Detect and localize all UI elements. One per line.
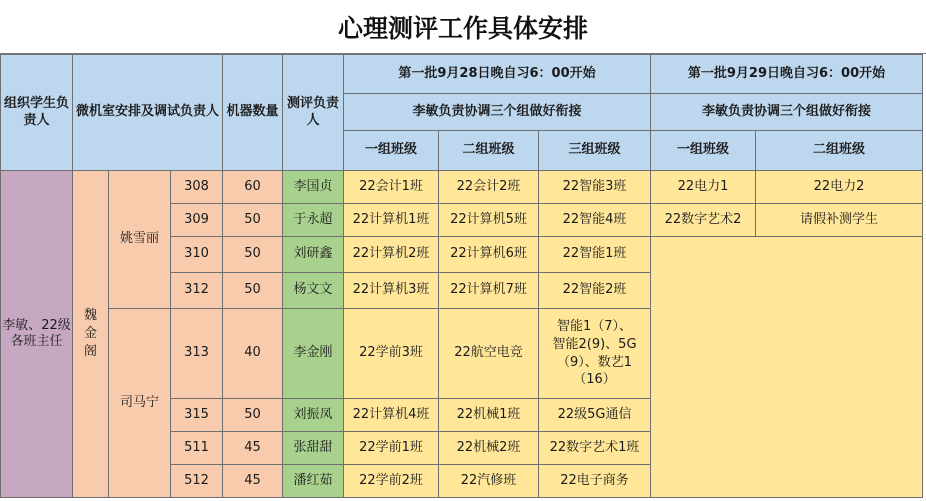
- batch1-group2-class: 22计算机6班: [439, 237, 539, 273]
- header-batch1-group2: 二组班级: [439, 131, 539, 171]
- batch1-group3-class: 22数字艺术1班: [539, 432, 651, 465]
- machine-count: 40: [223, 309, 283, 399]
- batch1-group3-class: [539, 309, 651, 399]
- batch2-group2-class: 请假补测学生: [756, 204, 923, 237]
- batch1-group3-class: 22智能4班: [539, 204, 651, 237]
- batch1-group2-class: 22机械2班: [439, 432, 539, 465]
- batch1-group1-class: 22计算机3班: [344, 273, 439, 309]
- room-number: 309: [171, 204, 223, 237]
- room-number: 308: [171, 171, 223, 204]
- machine-count: 50: [223, 399, 283, 432]
- header-lab-arrangement: 微机室安排及调试负责人: [73, 55, 223, 171]
- header-batch1-group1: 一组班级: [344, 131, 439, 171]
- batch1-group1-class: 22计算机4班: [344, 399, 439, 432]
- machine-count: 45: [223, 432, 283, 465]
- batch1-group3-class: 22级5G通信: [539, 399, 651, 432]
- batch1-group1-class: 22学前1班: [344, 432, 439, 465]
- batch1-group2-class: 22会计2班: [439, 171, 539, 204]
- batch1-group2-class: 22汽修班: [439, 465, 539, 498]
- batch1-group1-class: 22会计1班: [344, 171, 439, 204]
- room-number: 313: [171, 309, 223, 399]
- lab-leader-name: 魏金阁: [83, 307, 97, 360]
- batch1-group2-class: 22计算机7班: [439, 273, 539, 309]
- machine-count: 50: [223, 237, 283, 273]
- evaluator-name: 刘研鑫: [283, 237, 344, 273]
- header-evaluator: 测评负责人: [283, 55, 344, 171]
- header-batch2-line1: 第一批9月29日晚自习6：00开始: [651, 55, 923, 94]
- room-number: 315: [171, 399, 223, 432]
- student-leader-cell: 李敏、22级各班主任: [1, 171, 73, 498]
- batch2-group2-class: 22电力2: [756, 171, 923, 204]
- batch2-group1-class: 22电力1: [651, 171, 756, 204]
- batch1-group1-class: 22计算机2班: [344, 237, 439, 273]
- machine-count: 50: [223, 273, 283, 309]
- evaluator-name: 李金刚: [283, 309, 344, 399]
- batch1-group1-class: 22计算机1班: [344, 204, 439, 237]
- room-number: 512: [171, 465, 223, 498]
- header-machine-count: 机器数量: [223, 55, 283, 171]
- lab-leader-cell: [73, 171, 109, 498]
- header-batch1-line1: 第一批9月28日晚自习6：00开始: [344, 55, 651, 94]
- batch1-group3-class: 22智能3班: [539, 171, 651, 204]
- batch1-group3-class: 22智能2班: [539, 273, 651, 309]
- evaluator-name: 于永超: [283, 204, 344, 237]
- evaluator-name: 潘红茹: [283, 465, 344, 498]
- room-number: 310: [171, 237, 223, 273]
- header-batch1-line2: 李敏负责协调三个组做好衔接: [344, 94, 651, 131]
- machine-count: 50: [223, 204, 283, 237]
- schedule-table: [0, 54, 923, 498]
- batch1-group3-class: 22电子商务: [539, 465, 651, 498]
- header-batch2-group1: 一组班级: [651, 131, 756, 171]
- evaluator-name: 刘振凤: [283, 399, 344, 432]
- header-batch2-line2: 李敏负责协调三个组做好衔接: [651, 94, 923, 131]
- batch1-group3-class-text: 智能1（7）、智能2(9)、5G（9）、数艺1（16）: [552, 319, 637, 388]
- batch1-group2-class: 22机械1班: [439, 399, 539, 432]
- machine-count: 60: [223, 171, 283, 204]
- evaluator-name: 杨文文: [283, 273, 344, 309]
- sheet-title: 心理测评工作具体安排: [0, 0, 926, 54]
- batch1-group1-class: 22学前3班: [344, 309, 439, 399]
- sub-leader-cell-2: 司马宁: [109, 309, 171, 498]
- batch1-group1-class: 22学前2班: [344, 465, 439, 498]
- room-number: 511: [171, 432, 223, 465]
- batch1-group2-class: 22计算机5班: [439, 204, 539, 237]
- header-batch1-group3: 三组班级: [539, 131, 651, 171]
- batch2-empty-area: [651, 237, 923, 498]
- evaluator-name: 李国贞: [283, 171, 344, 204]
- sub-leader-cell-1: 姚雪丽: [109, 171, 171, 309]
- header-batch2-group2: 二组班级: [756, 131, 923, 171]
- room-number: 312: [171, 273, 223, 309]
- evaluator-name: 张甜甜: [283, 432, 344, 465]
- batch1-group2-class: 22航空电竞: [439, 309, 539, 399]
- machine-count: 45: [223, 465, 283, 498]
- header-student-leader: 组织学生负责人: [1, 55, 73, 171]
- batch1-group3-class: 22智能1班: [539, 237, 651, 273]
- batch2-group1-class: 22数字艺术2: [651, 204, 756, 237]
